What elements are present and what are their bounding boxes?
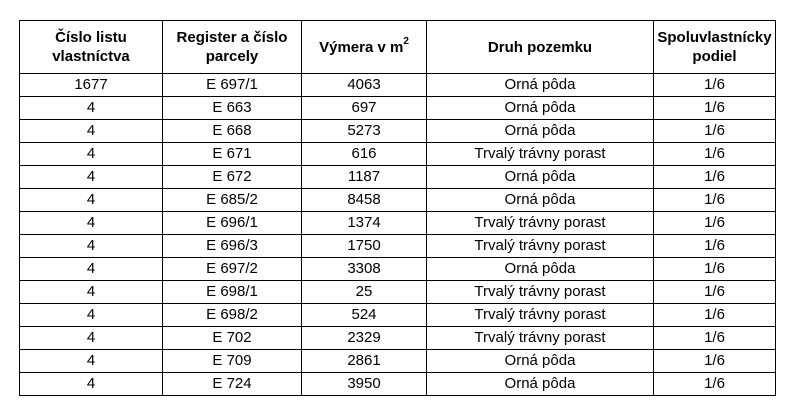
header-row xyxy=(20,21,776,74)
cell-area: 1750 xyxy=(302,235,427,258)
cell-co-ownership-share: 1/6 xyxy=(654,143,776,166)
cell-co-ownership-share: 1/6 xyxy=(654,373,776,396)
cell-co-ownership-share: 1/6 xyxy=(654,120,776,143)
cell-co-ownership-share: 1/6 xyxy=(654,166,776,189)
cell-ownership-sheet-number: 4 xyxy=(20,189,163,212)
cell-ownership-sheet-number: 4 xyxy=(20,212,163,235)
cell-ownership-sheet-number: 4 xyxy=(20,350,163,373)
header-area xyxy=(302,21,427,74)
cell-ownership-sheet-number: 4 xyxy=(20,373,163,396)
cell-area: 1187 xyxy=(302,166,427,189)
cell-co-ownership-share: 1/6 xyxy=(654,212,776,235)
cell-area: 697 xyxy=(302,97,427,120)
cell-register-parcel-number: E 696/1 xyxy=(163,212,302,235)
table-header xyxy=(20,21,776,74)
cell-ownership-sheet-number: 4 xyxy=(20,327,163,350)
cell-land-type: Trvalý trávny porast xyxy=(427,281,654,304)
cell-register-parcel-number: E 709 xyxy=(163,350,302,373)
cell-register-parcel-number: E 672 xyxy=(163,166,302,189)
cell-ownership-sheet-number: 4 xyxy=(20,166,163,189)
table-row xyxy=(20,212,776,235)
header-area-label: Výmera v m xyxy=(319,38,404,56)
table-row xyxy=(20,350,776,373)
cell-land-type: Orná pôda xyxy=(427,373,654,396)
cell-land-type: Orná pôda xyxy=(427,189,654,212)
cell-co-ownership-share: 1/6 xyxy=(654,350,776,373)
cell-register-parcel-number: E 697/2 xyxy=(163,258,302,281)
cell-register-parcel-number: E 668 xyxy=(163,120,302,143)
table-row xyxy=(20,235,776,258)
table-body xyxy=(20,74,776,396)
cell-co-ownership-share: 1/6 xyxy=(654,235,776,258)
cell-land-type: Orná pôda xyxy=(427,120,654,143)
table-row xyxy=(20,327,776,350)
cell-area: 8458 xyxy=(302,189,427,212)
cell-area: 5273 xyxy=(302,120,427,143)
cell-land-type: Trvalý trávny porast xyxy=(427,143,654,166)
cell-ownership-sheet-number: 1677 xyxy=(20,74,163,97)
cell-co-ownership-share: 1/6 xyxy=(654,327,776,350)
cell-register-parcel-number: E 724 xyxy=(163,373,302,396)
cell-register-parcel-number: E 663 xyxy=(163,97,302,120)
table-row xyxy=(20,120,776,143)
cell-land-type: Orná pôda xyxy=(427,166,654,189)
cell-co-ownership-share: 1/6 xyxy=(654,74,776,97)
cell-ownership-sheet-number: 4 xyxy=(20,143,163,166)
header-land-type: Druh pozemku xyxy=(427,21,654,74)
cell-ownership-sheet-number: 4 xyxy=(20,97,163,120)
header-co-ownership-share: Spoluvlastnícky podiel xyxy=(654,21,776,74)
cell-register-parcel-number: E 696/3 xyxy=(163,235,302,258)
cell-co-ownership-share: 1/6 xyxy=(654,304,776,327)
cell-land-type: Orná pôda xyxy=(427,350,654,373)
cell-ownership-sheet-number: 4 xyxy=(20,120,163,143)
cell-land-type: Orná pôda xyxy=(427,258,654,281)
cell-register-parcel-number: E 702 xyxy=(163,327,302,350)
header-register-parcel-number: Register a číslo parcely xyxy=(163,21,302,74)
table-row xyxy=(20,281,776,304)
cell-land-type: Trvalý trávny porast xyxy=(427,304,654,327)
header-ownership-sheet-number: Číslo listu vlastníctva xyxy=(20,21,163,74)
cell-co-ownership-share: 1/6 xyxy=(654,281,776,304)
cell-land-type: Orná pôda xyxy=(427,74,654,97)
cell-area: 2861 xyxy=(302,350,427,373)
cell-land-type: Trvalý trávny porast xyxy=(427,327,654,350)
cell-co-ownership-share: 1/6 xyxy=(654,97,776,120)
cell-area: 25 xyxy=(302,281,427,304)
cell-area: 3308 xyxy=(302,258,427,281)
table-row xyxy=(20,97,776,120)
cell-co-ownership-share: 1/6 xyxy=(654,258,776,281)
cell-land-type: Orná pôda xyxy=(427,97,654,120)
cell-co-ownership-share: 1/6 xyxy=(654,189,776,212)
table-row xyxy=(20,189,776,212)
cell-area: 2329 xyxy=(302,327,427,350)
cell-area: 1374 xyxy=(302,212,427,235)
cell-land-type: Trvalý trávny porast xyxy=(427,212,654,235)
land-parcels-table xyxy=(19,20,776,396)
cell-ownership-sheet-number: 4 xyxy=(20,235,163,258)
cell-area: 616 xyxy=(302,143,427,166)
cell-area: 524 xyxy=(302,304,427,327)
land-parcels-table-wrapper xyxy=(19,20,776,396)
cell-ownership-sheet-number: 4 xyxy=(20,258,163,281)
cell-register-parcel-number: E 697/1 xyxy=(163,74,302,97)
cell-area: 4063 xyxy=(302,74,427,97)
header-area-superscript: 2 xyxy=(403,35,409,47)
table-row xyxy=(20,304,776,327)
cell-area: 3950 xyxy=(302,373,427,396)
table-row xyxy=(20,74,776,97)
cell-register-parcel-number: E 698/2 xyxy=(163,304,302,327)
table-row xyxy=(20,258,776,281)
cell-register-parcel-number: E 671 xyxy=(163,143,302,166)
cell-register-parcel-number: E 685/2 xyxy=(163,189,302,212)
cell-register-parcel-number: E 698/1 xyxy=(163,281,302,304)
table-row xyxy=(20,143,776,166)
cell-ownership-sheet-number: 4 xyxy=(20,304,163,327)
table-row xyxy=(20,373,776,396)
table-row xyxy=(20,166,776,189)
cell-land-type: Trvalý trávny porast xyxy=(427,235,654,258)
cell-ownership-sheet-number: 4 xyxy=(20,281,163,304)
